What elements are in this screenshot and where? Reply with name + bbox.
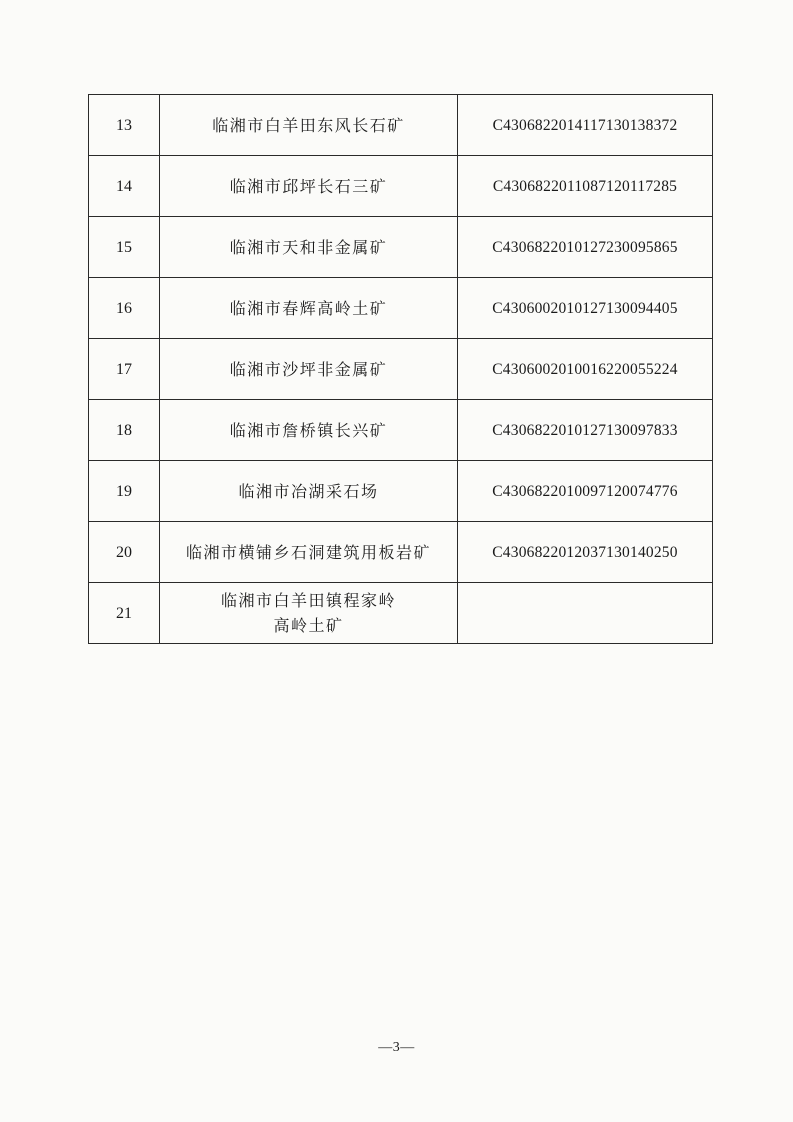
license-number: C4306822010127230095865: [458, 217, 713, 278]
mine-name-line-2: 高岭土矿: [273, 616, 344, 635]
table-row: [89, 522, 713, 583]
row-number: 19: [89, 461, 160, 522]
row-number: 17: [89, 339, 160, 400]
mine-license-table: [88, 94, 713, 644]
table-row: [89, 217, 713, 278]
mine-name: 临湘市天和非金属矿: [160, 217, 458, 278]
row-number: 16: [89, 278, 160, 339]
mine-name: 临湘市春辉高岭土矿: [160, 278, 458, 339]
license-number: C4306002010016220055224: [458, 339, 713, 400]
mine-name: 临湘市横铺乡石洞建筑用板岩矿: [160, 522, 458, 583]
row-number: 15: [89, 217, 160, 278]
mine-name: 临湘市沙坪非金属矿: [160, 339, 458, 400]
license-number: C4306822011087120117285: [458, 156, 713, 217]
row-number: 18: [89, 400, 160, 461]
mine-name: 临湘市冶湖采石场: [160, 461, 458, 522]
row-number: 13: [89, 95, 160, 156]
mine-name: 临湘市邱坪长石三矿: [160, 156, 458, 217]
table-row: [89, 583, 713, 644]
row-number: 14: [89, 156, 160, 217]
mine-name: 临湘市白羊田东风长石矿: [160, 95, 458, 156]
mine-name: 临湘市詹桥镇长兴矿: [160, 400, 458, 461]
row-number: 20: [89, 522, 160, 583]
table-row: [89, 95, 713, 156]
table-row: [89, 339, 713, 400]
table-row: [89, 400, 713, 461]
table-row: [89, 278, 713, 339]
row-number: 21: [89, 583, 160, 644]
table-row: [89, 156, 713, 217]
license-number: C4306002010127130094405: [458, 278, 713, 339]
page-number: —3—: [378, 1040, 415, 1055]
license-number: C4306822014117130138372: [458, 95, 713, 156]
mine-name: [160, 583, 458, 644]
license-number: C4306822012037130140250: [458, 522, 713, 583]
license-number: [458, 583, 713, 644]
license-number: C4306822010097120074776: [458, 461, 713, 522]
mine-name-line-1: 临湘市白羊田镇程家岭: [220, 591, 396, 610]
license-number: C4306822010127130097833: [458, 400, 713, 461]
table-row: [89, 461, 713, 522]
